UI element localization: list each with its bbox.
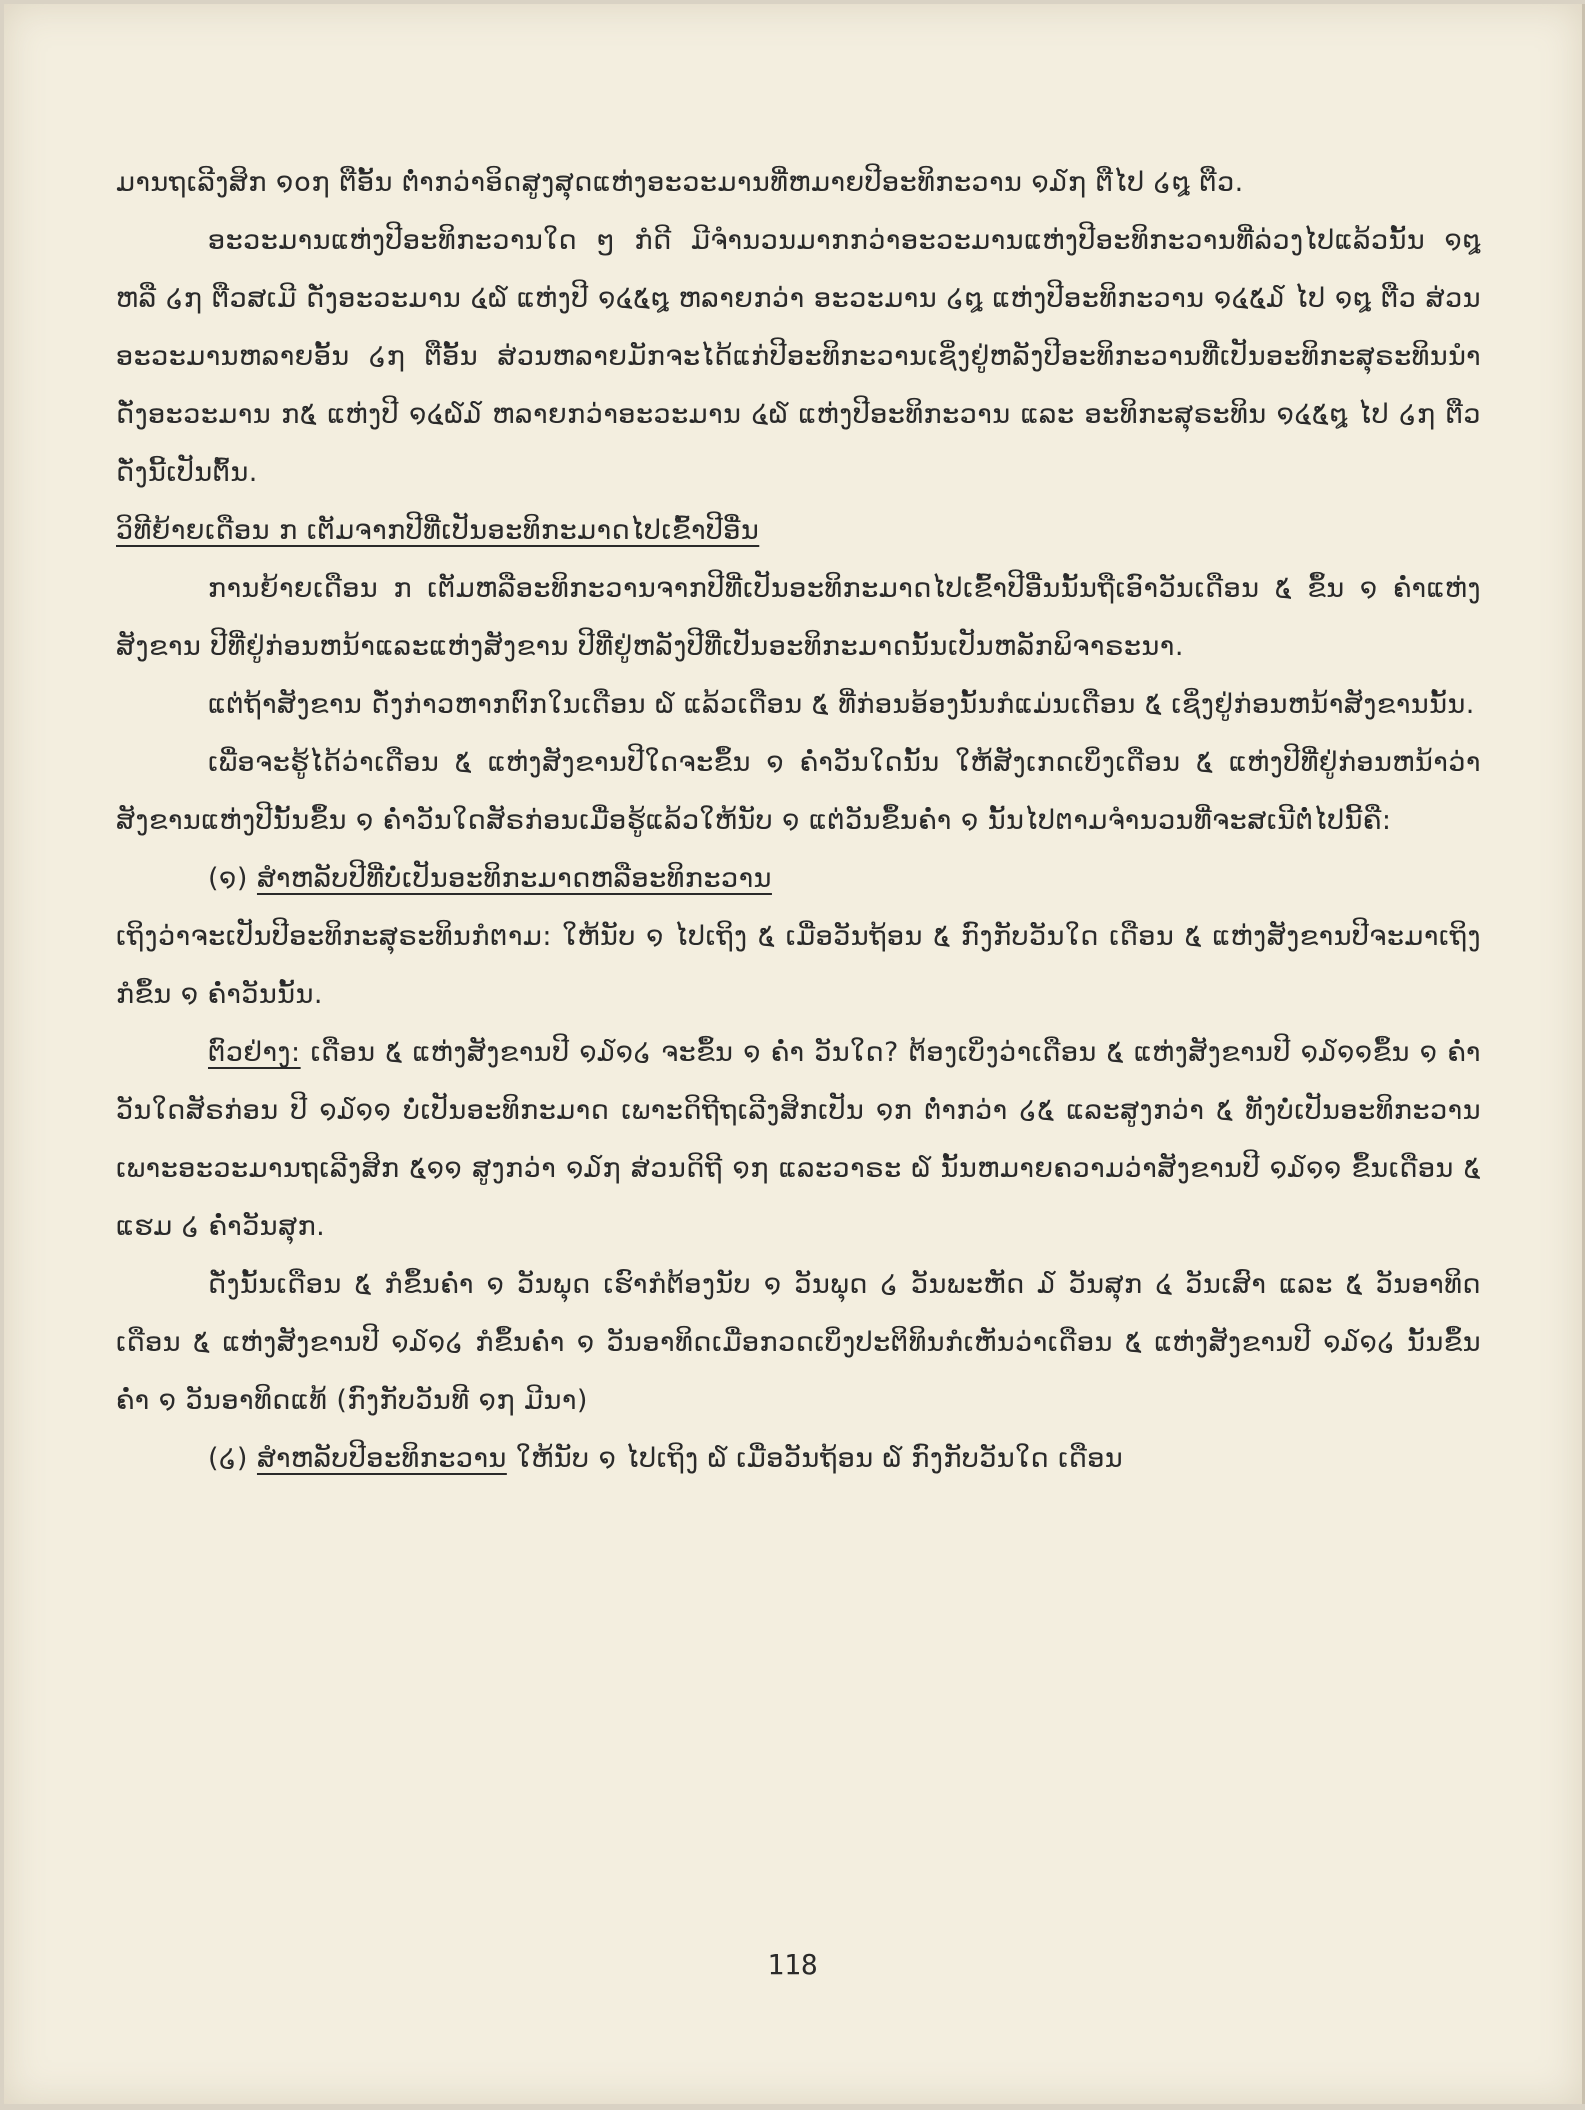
subsection-heading-2 xyxy=(116,1430,1481,1488)
subsection-title: ສຳຫລັບປີທີ່ບໍ່ເປັນອະທິກະມາດຫລືອະທິກະວານ xyxy=(256,863,772,894)
paragraph: ດັ່ງນັ້ນເດືອນ ໕ ກໍຂຶ້ນຄ່ຳ ໑ ວັນພຸດ ເຮົາກໍຕ້ອງນັບ ໑ ວັນພຸດ ໒ ວັນພະຫັດ ໓ ວັນສຸກ ໔ ວັນເສົາ ແລະ ໕ ວັນອາທິດເດືອນ ໕ ແຫ່ງສັງຂານປີ ໑໓໑໒ ກໍຂຶ້ນຄ່ຳ ໑ ວັນອາທິດເມື່ອກວດເບິ່ງປະຕິທິນກໍເຫັນວ່າເດືອນ ໕ ແຫ່ງສັງຂານປີ ໑໓໑໒ ນັ້ນຂຶ້ນຄ່ຳ ໑ ວັນອາທິດແທ້ (ກົງກັບວັນທີ ໑໗ ມີນາ) xyxy=(116,1269,1481,1416)
subsection-label: (໑) xyxy=(208,863,248,894)
subsection-label: (໒) xyxy=(208,1443,248,1474)
paragraph: ແຕ່ຖ້າສັງຂານ ດັ່ງກ່າວຫາກຕົກໃນເດືອນ ໖ ແລ້ວເດືອນ ໕ ທີ່ກ່ອນອ້ອງນັ້ນກໍແມ່ນເດືອນ ໕ ເຊິ່ງຢູ່ກ່ອນຫນ້າສັງຂານນັ້ນ. xyxy=(208,689,1475,720)
paragraph: ມານຖເລີງສິກ ໑໐໗ ຕືອັ້ນ ຕ່ຳກວ່າອິດສູງສຸດແຫ່ງອະວະມານທີ່ຫມາຍປີອະທິກະວານ ໑໓໗ ຕືໄປ ໒໘ ຕືວ. xyxy=(116,167,1244,198)
body-text xyxy=(116,154,1481,1488)
example-paragraph xyxy=(116,1024,1481,1256)
section-heading xyxy=(116,502,1481,560)
paragraph: ເຖິງວ່າຈະເປັນປີອະທິກະສຸຣະທິນກໍຕາມ: ໃຫ້ນັບ ໑ ໄປເຖິງ ໕ ເມື່ອວັນຖ້ອນ ໕ ກົງກັບວັນໃດ ເດືອນ ໕ ແຫ່ງສັງຂານປີຈະມາເຖິງກໍຂຶ້ນ ໑ ຄ່ຳວັນນັ້ນ. xyxy=(116,921,1481,1010)
section-heading-text: ວິທີຍ້າຍເດືອນ ກ ເຕັມຈາກປີທີ່ເປັນອະທິກະມາດໄປເຂົ້າປີອື່ນ xyxy=(116,515,760,546)
paragraph: ເພື່ອຈະຮູ້ໄດ້ວ່າເດືອນ ໕ ແຫ່ງສັງຂານປີໃດຈະຂຶ້ນ ໑ ຄ່ຳວັນໃດນັ້ນ ໃຫ້ສັງເກດເບິ່ງເດືອນ ໕ ແຫ່ງປີທີ່ຢູ່ກ່ອນຫນ້າວ່າ ສັງຂານແຫ່ງປີນັ້ນຂຶ້ນ ໑ ຄ່ຳວັນໃດສັຣກ່ອນເມື່ອຮູ້ແລ້ວໃຫ້ນັບ ໑ ແຕ່ວັນຂຶ້ນຄ່ຳ ໑ ນັ້ນໄປຕາມຈຳນວນທີ່ຈະສເນີຕໍ່ໄປນີ້ຄື: xyxy=(116,747,1481,836)
paragraph: ການຍ້າຍເດືອນ ກ ເຕັມຫລືອະທິກະວານຈາກປີທີ່ເປັນອະທິກະມາດໄປເຂົ້າປີອື່ນນັ້ນຖືເອົາວັນເດືອນ ໕ ຂຶ້ນ ໑ ຄ່ຳແຫ່ງສັງຂານ ປີທີ່ຢູ່ກ່ອນຫນ້າແລະແຫ່ງສັງຂານ ປີທີ່ຢູ່ຫລັງປີທີ່ເປັນອະທິກະມາດນັ້ນເປັນຫລັກພິຈາຣະນາ. xyxy=(116,573,1481,662)
paragraph: ອະວະມານແຫ່ງປີອະທິກະວານໃດ ໆ ກໍດີ ມີຈຳນວນມາກກວ່າອະວະມານແຫ່ງປີອະທິກະວານທີ່ລ່ວງໄປແລ້ວນັ້ນ ໑໘ ຫລື ໒໗ ຕືວສເມີ ດັ່ງອະວະມານ ໔໖ ແຫ່ງປີ ໑໔໕໘ ຫລາຍກວ່າ ອະວະມານ ໒໘ ແຫ່ງປີອະທິກະວານ ໑໔໕໓ ໄປ ໑໘ ຕືວ ສ່ວນອະວະມານຫລາຍອັ້ນ ໒໗ ຕືອັ້ນ ສ່ວນຫລາຍມັກຈະໄດ້ແກ່ປີອະທິກະວານເຊິ່ງຢູ່ຫລັງປີອະທິກະວານທີ່ເປັນອະທິກະສຸຣະທິນນຳ ດັ່ງອະວະມານ ກ໕ ແຫ່ງປີ ໑໔໖໓ ຫລາຍກວ່າອະວະມານ ໔໖ ແຫ່ງປີອະທິກະວານ ແລະ ອະທິກະສຸຣະທິນ ໑໔໕໘ ໄປ ໒໗ ຕືວ ດັ່ງນີ້ເປັນຕົ້ນ. xyxy=(116,225,1481,488)
document-page xyxy=(4,4,1585,2104)
subsection-heading-1 xyxy=(116,850,1481,908)
example-label: ຕົວຢ່າງ: xyxy=(208,1037,301,1068)
subsection-title: ສຳຫລັບປີອະທິກະວານ xyxy=(256,1443,507,1474)
example-text: ເດືອນ ໕ ແຫ່ງສັງຂານປີ ໑໓໑໒ ຈະຂຶ້ນ ໑ ຄ່ຳ ວັນໃດ? ຕ້ອງເບິ່ງວ່າເດືອນ ໕ ແຫ່ງສັງຂານປີ ໑໓໑໑ຂຶ້ນ ໑ ຄ່ຳ ວັນໃດສັຣກ່ອນ ປີ ໑໓໑໑ ບໍ່ເປັນອະທິກະມາດ ເພາະດິຖີຖເລີງສິກເປັນ ໑ກ ຕ່ຳກວ່າ ໒໕ ແລະສູງກວ່າ ໕ ທັງບໍ່ເປັນອະທິກະວານ ເພາະອະວະມານຖເລີງສິກ ໕໑໑ ສູງກວ່າ ໑໓໗ ສ່ວນດິຖີ ໑໗ ແລະວາຣະ ໖ ນັ້ນຫມາຍຄວາມວ່າສັງຂານປີ ໑໓໑໑ ຂຶ້ນເດືອນ ໕ ແຮມ ໒ ຄ່ຳວັນສຸກ. xyxy=(116,1037,1481,1242)
page-number: 118 xyxy=(767,1948,818,1981)
subsection-text: ໃຫ້ນັບ ໑ ໄປເຖິງ ໖ ເມື່ອວັນຖ້ອນ ໖ ກົງກັບວັນໃດ ເດືອນ xyxy=(515,1443,1124,1474)
